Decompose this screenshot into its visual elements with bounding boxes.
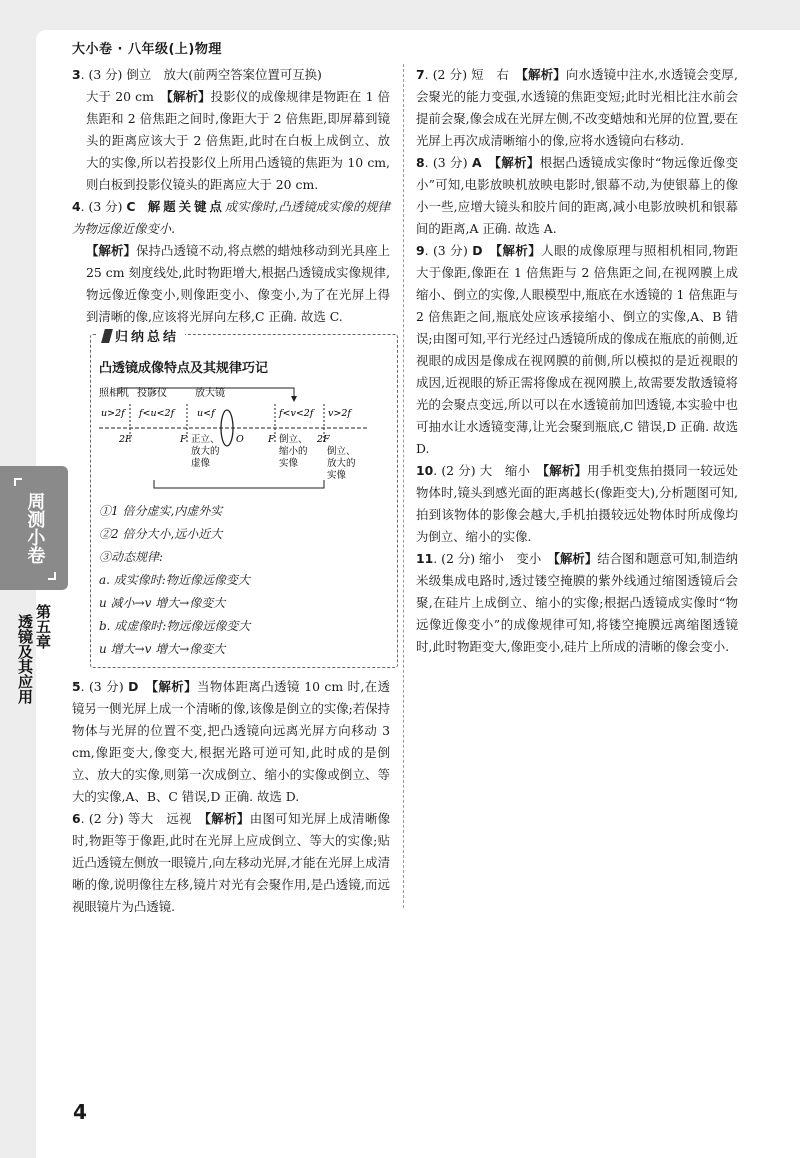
rule-line: u 减小→v 增大→像变大 — [99, 596, 226, 610]
chapter-label — [16, 604, 52, 704]
answer-item-11 — [416, 548, 738, 658]
cond-f-v-2f: f<v<2f — [279, 408, 314, 419]
axis-mark: F — [268, 434, 275, 445]
axis-mark: O — [236, 434, 244, 445]
desc-real-small: 倒立、 — [279, 434, 308, 445]
item-number: 4 — [72, 199, 81, 214]
desc-virtual: 正立、 — [191, 434, 220, 445]
desc-real-large: 倒立、 — [327, 446, 356, 457]
right-column — [416, 64, 738, 658]
cond-f-u-2f: f<u<2f — [139, 408, 175, 419]
label-camera: 照相机 — [99, 388, 129, 399]
label-projector: 投影仪 — [137, 388, 167, 399]
item-score: . (3 分) — [80, 67, 127, 82]
key-point-tag: 解题关键点 — [147, 199, 225, 214]
item-analysis: 向水透镜中注水,水透镜会变厚,会聚光的能力变强,水透镜的焦距变短;此时光相比注水前会提前会聚,像会成在光屏左侧,不改变蜡烛和光屏的位置,要在光屏上再次成清晰缩小的像,应将水透镜向右移动. — [416, 67, 738, 148]
answer-item-4 — [72, 196, 390, 328]
desc-virtual: 放大的 — [191, 446, 220, 457]
lens-rule-diagram — [99, 384, 369, 496]
item-answer: D — [128, 679, 139, 694]
item-number: 3 — [72, 67, 81, 82]
item-answer-extra: 大于 20 cm — [86, 89, 167, 104]
item-answer: 等大 远视 — [127, 811, 205, 826]
item-score: . (3 分) — [80, 199, 127, 214]
cond-v-gt-2f: v>2f — [328, 408, 351, 419]
item-score: . (2 分) — [80, 811, 128, 826]
item-answer: D — [472, 243, 483, 258]
item-score: . (3 分) — [80, 679, 129, 694]
item-number: 9 — [416, 243, 425, 258]
item-answer: 大 缩小 — [479, 463, 543, 478]
rule-line: ③动态规律: — [99, 550, 164, 564]
answer-item-9 — [416, 240, 738, 460]
chapter-number: 第五章 — [34, 604, 52, 649]
item-analysis: 根据凸透镜成实像时“物远像近像变小”可知,电影放映机放映电影时,银幕不动,为使银幕上的像小一些,应增大镜头和胶片间的距离,减小电影放映机和银幕间的距离,A 正确. 故选 A. — [416, 155, 738, 236]
lens-diagram-svg — [99, 384, 369, 496]
item-analysis: 投影仪的成像规律是物距在 1 倍焦距和 2 倍焦距之间时,像距大于 2 倍焦距,即屏幕到镜头的距离应该大于 2 倍焦距,此时在白板上成倒立、放大的实像,所以若投影仪上所用凸透镜的焦距为 10 cm,则白板到投影仪镜头的距离应大于 20 cm. — [86, 89, 390, 192]
summary-box — [90, 330, 398, 668]
item-analysis: 用手机变焦拍摄同一较远处物体时,镜头到感光面的距离越长(像距变大),分析题图可知,拍到该物体的影像会越大,手机拍摄较远处物体时所成像均为倒立、缩小的实像. — [416, 463, 739, 544]
rule-line: a. 成实像时:物近像远像变大 — [99, 573, 250, 587]
item-number: 8 — [416, 155, 425, 170]
arrow-head-icon — [291, 396, 297, 402]
key-point-text: 成实像时,凸透镜成实像的规律为物远像近像变小. — [72, 199, 391, 236]
column-divider — [403, 64, 404, 908]
item-answer: A — [471, 155, 482, 170]
axis-mark: F — [180, 434, 187, 445]
item-number: 7 — [416, 67, 425, 82]
page-number: 4 — [73, 1100, 87, 1124]
desc-real-small: 缩小的 — [279, 446, 308, 457]
item-score: . (3 分) — [424, 243, 473, 258]
item-answer: 短 右 — [471, 67, 522, 82]
desc-real-large: 实像 — [327, 470, 347, 481]
desc-real-large: 放大的 — [327, 458, 356, 469]
analysis-tag: 【解析】 — [86, 243, 137, 258]
analysis-tag: 【解析】 — [521, 67, 566, 82]
page-header: 大小卷 · 八年级(上)物理 — [72, 42, 222, 57]
rule-line: ①1 倍分虚实,内虚外实 — [99, 504, 223, 518]
item-answer: 缩小 变小 — [479, 551, 554, 566]
side-tab-label: 周测小卷 — [24, 492, 46, 564]
side-tab — [0, 466, 68, 590]
item-score: . (3 分) — [424, 155, 472, 170]
analysis-tag: 【解析】 — [204, 811, 250, 826]
cond-u-lt-f: u<f — [197, 408, 215, 419]
item-number: 5 — [72, 679, 81, 694]
chapter-title: 透镜及其应用 — [16, 614, 34, 704]
rule-line: ②2 倍分大小,远小近大 — [99, 527, 223, 541]
axis-mark: 2F — [119, 434, 132, 445]
analysis-tag: 【解析】 — [495, 243, 542, 258]
item-answer: C — [126, 199, 136, 214]
axis-mark: 2F — [317, 434, 330, 445]
item-score: . (2 分) — [433, 463, 480, 478]
answer-item-5 — [72, 676, 390, 808]
item-number: 11 — [416, 551, 434, 566]
item-answer: 倒立 放大(前两空答案位置可互换) — [126, 67, 322, 82]
analysis-tag: 【解析】 — [553, 551, 598, 566]
analysis-tag: 【解析】 — [151, 679, 198, 694]
answer-item-8 — [416, 152, 738, 240]
desc-real-small: 实像 — [279, 458, 299, 469]
label-magnifier: 放大镜 — [195, 388, 225, 399]
item-analysis: 当物体距离凸透镜 10 cm 时,在透镜另一侧光屏上成一个清晰的像,该像是倒立的实像;若保持物体与光屏的位置不变,把凸透镜向远离光屏方向移动 3 cm,像距变大,像变大,根据光路可逆可知,此时成的是倒立、放大的实像,则第一次成倒立、缩小的实像或倒立、等大的实像,A、B、C 错误,D 正确. 故选 D. — [72, 679, 390, 804]
left-column — [72, 64, 390, 918]
item-analysis: 结合图和题意可知,制造纳米级集成电路时,透过镂空掩膜的紫外线通过缩图透镜后会聚,在硅片上成倒立、缩小的实像;根据凸透镜成实像时“物远像近像变小”的成像规律可知,将镂空掩膜远离缩图透镜时,此时物距变大,像距变小,硅片上所成的清晰的像会变小. — [416, 551, 738, 654]
item-analysis: 人眼的成像原理与照相机相同,物距大于像距,像距在 1 倍焦距与 2 倍焦距之间,在视网膜上成缩小、倒立的实像,人眼模型中,瓶底在水透镜的 1 倍焦距与 2 倍焦距之间,瓶底处应该承接缩小、倒立的实像,A、B 错误;由图可知,平行光经过凸透镜所成的像成在瓶底的前侧,近视眼的成因是像成在视网膜的前侧,所以模拟的是近视眼的成因,近视眼的矫正需将像成在视网膜上,故需要发散透镜将光的会聚点变远,所以可以在水透镜前加凹透镜,本实验中也可抽水让水透镜变薄,让光会聚到瓶底,C 错误,D 正确. 故选 D. — [416, 243, 738, 456]
item-number: 10 — [416, 463, 434, 478]
answer-item-3 — [72, 64, 390, 196]
item-score: . (2 分) — [424, 67, 472, 82]
item-number: 6 — [72, 811, 81, 826]
item-analysis: 保持凸透镜不动,将点燃的蜡烛移动到光具座上 25 cm 刻度线处,此时物距增大,根据凸透镜成实像规律,物远像近像变小,则像距变小、像变小,为了在光屏上得到清晰的像,应该将光屏向左移,C 正确. 故选 C. — [86, 243, 390, 324]
cond-u-gt-2f: u>2f — [101, 408, 125, 419]
rule-line: b. 成虚像时:物远像远像变大 — [99, 619, 251, 633]
analysis-tag: 【解析】 — [542, 463, 588, 478]
answer-item-6 — [72, 808, 390, 918]
desc-virtual: 虚像 — [191, 458, 211, 469]
rule-line: u 增大→v 增大→像变大 — [99, 642, 226, 656]
summary-subtitle: 凸透镜成像特点及其规律巧记 — [99, 361, 269, 376]
analysis-tag: 【解析】 — [494, 155, 540, 170]
answer-item-10 — [416, 460, 738, 548]
item-analysis: 由图可知光屏上成清晰像时,物距等于像距,此时在光屏上应成倒立、等大的实像;贴近凸透镜左侧放一眼镜片,向左移动光屏,才能在光屏上成清晰的像,说明像往左移,镜片对光有会聚作用,是凸透镜,而远视眼镜片为凸透镜. — [72, 811, 391, 914]
item-score: . (2 分) — [433, 551, 480, 566]
analysis-tag: 【解析】 — [166, 89, 211, 104]
answer-item-7 — [416, 64, 738, 152]
connector-line — [154, 480, 324, 488]
summary-title: 归纳总结 — [97, 326, 185, 349]
